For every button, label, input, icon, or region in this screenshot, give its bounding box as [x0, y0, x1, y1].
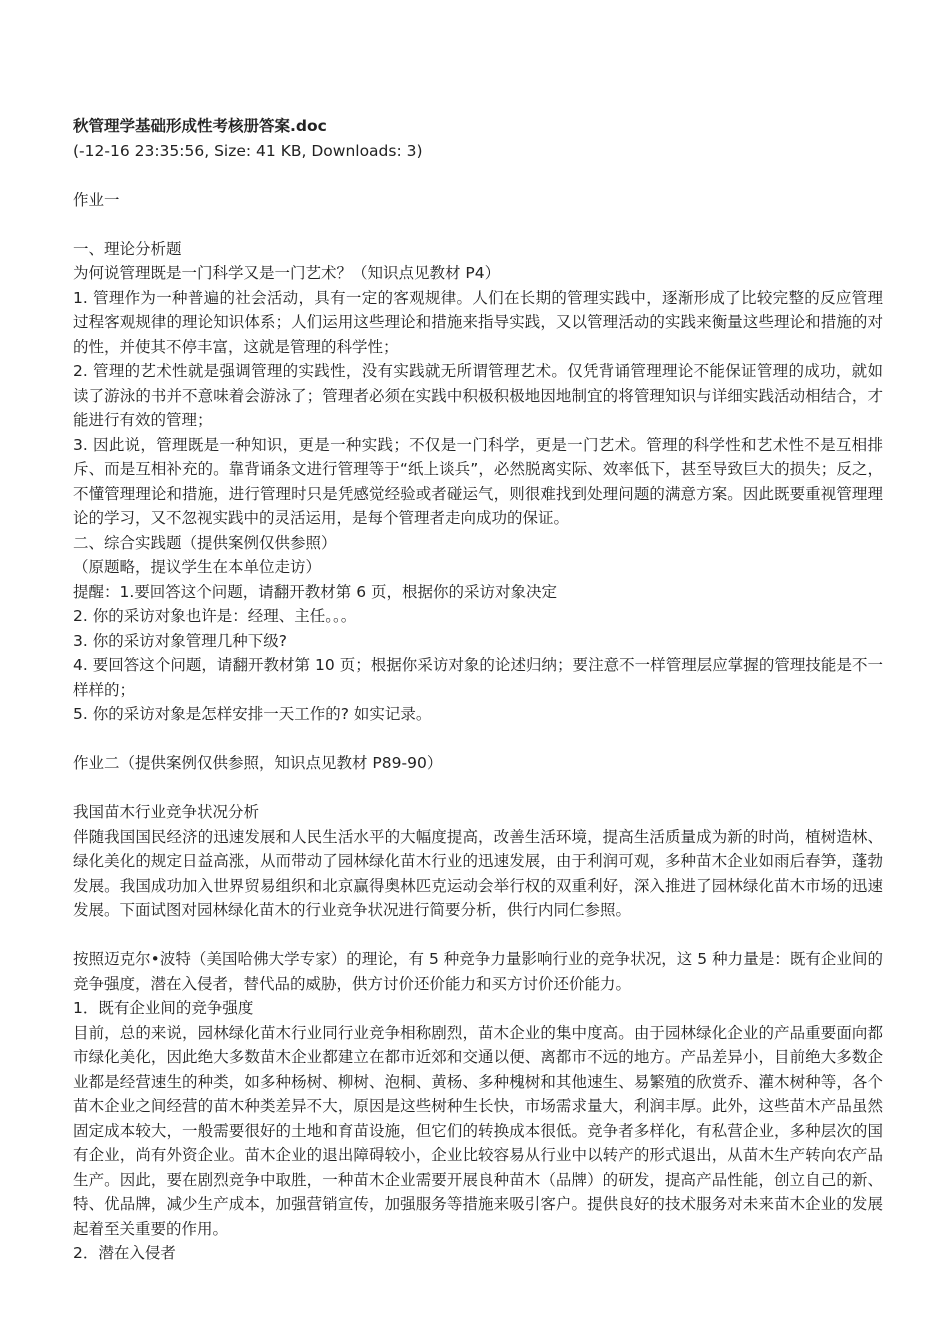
paragraph: 伴随我国国民经济的迅速发展和人民生活水平的大幅度提高，改善生活环境，提高生活质量成为新的时尚，植树造林、绿化美化的规定日益高涨，从而带动了园林绿化苗木行业的迅速发展，由于利润可观，多种苗木企业如雨后春笋，蓬勃发展。我国成功加入世界贸易组织和北京赢得奥林匹克运动会举行权的双重利好，深入推进了园林绿化苗木市场的迅速发展。下面试图对园林绿化苗木的行业竞争状况进行简要分析，供行内同仁参照。	[73, 827, 883, 919]
paragraph: 我国苗木行业竞争状况分析	[73, 803, 260, 821]
paragraph: 作业二（提供案例仅供参照，知识点见教材 P89-90）	[73, 754, 443, 772]
blank-line	[73, 923, 883, 948]
paragraph: 提醒：1.要回答这个问题，请翻开教材第 6 页，根据你的采访对象决定	[73, 582, 558, 601]
paragraph: 一、理论分析题	[73, 239, 182, 258]
blank-line	[73, 163, 883, 188]
blank-line	[73, 727, 883, 752]
paragraph: 2．潜在入侵者	[73, 1244, 176, 1262]
paragraph: 3. 因此说，管理既是一种知识，更是一种实践；不仅是一门科学，更是一门艺术。管理的科学性和艺术性不是互相排斥、而是互相补充的。靠背诵条文进行管理等于“纸上谈兵”，必然脱离实际、效率低下，甚至导致巨大的损失；反之，不懂管理理论和措施，进行管理时只是凭感觉经验或者碰运气，则很难找到处理问题的满意方案。因此既要重视管理理论的学习，又不忽视实践中的灵活运用，是每个管理者走向成功的保证。	[73, 435, 883, 527]
paragraph: 1．既有企业间的竞争强度	[73, 999, 254, 1017]
paragraph: 2. 你的采访对象也许是：经理、主任。。。	[73, 607, 357, 625]
document-meta: (-12-16 23:35:56, Size: 41 KB, Downloads: 3)	[73, 142, 423, 160]
paragraph: （原题略，提议学生在本单位走访）	[73, 558, 322, 576]
paragraph: 1. 管理作为一种普遍的社会活动，具有一定的客观规律。人们在长期的管理实践中，逐渐形成了比较完整的反应管理过程客观规律的理论知识体系；人们运用这些理论和措施来指导实践，又以管理活动的实践来衡量这些理论和措施的对的性，并使其不停丰富，这就是管理的科学性；	[73, 288, 883, 356]
blank-line	[73, 776, 883, 801]
document-body	[73, 163, 883, 1266]
paragraph: 5. 你的采访对象是怎样安排一天工作的? 如实记录。	[73, 705, 432, 723]
paragraph: 作业一	[73, 190, 120, 209]
document-page	[73, 113, 883, 1266]
paragraph: 按照迈克尔•波特（美国哈佛大学专家）的理论，有 5 种竞争力量影响行业的竞争状况，这 5 种力量是：既有企业间的竞争强度，潜在入侵者，替代品的威胁，供方讨价还价能力和买方讨价还价能力。	[73, 950, 883, 993]
paragraph: 3. 你的采访对象管理几种下级?	[73, 631, 287, 650]
paragraph: 为何说管理既是一门科学又是一门艺术？（知识点见教材 P4）	[73, 264, 501, 282]
blank-line	[73, 212, 883, 237]
paragraph: 2. 管理的艺术性就是强调管理的实践性，没有实践就无所谓管理艺术。仅凭背诵管理理论不能保证管理的成功，就如读了游泳的书并不意味着会游泳了；管理者必须在实践中积极积极地因地制宜的将管理知识与详细实践活动相结合，才能进行有效的管理；	[73, 362, 883, 429]
paragraph: 4. 要回答这个问题，请翻开教材第 10 页；根据你采访对象的论述归纳；要注意不一样管理层应掌握的管理技能是不一样样的；	[73, 656, 883, 699]
document-title: 秋管理学基础形成性考核册答案.doc	[73, 117, 327, 135]
paragraph: 二、综合实践题（提供案例仅供参照）	[73, 533, 337, 552]
paragraph: 目前，总的来说，园林绿化苗木行业同行业竞争相称剧烈，苗木企业的集中度高。由于园林绿化企业的产品重要面向都市绿化美化，因此绝大多数苗木企业都建立在都市近郊和交通以便、离都市不远的地方。产品差异小，目前绝大多数企业都是经营速生的种类，如多种杨树、柳树、泡桐、黄杨、多种槐树和其他速生、易繁殖的欣赏乔、灌木树种等，各个苗木企业之间经营的苗木种类差异不大，原因是这些树种生长快，市场需求量大，利润丰厚。此外，这些苗木产品虽然固定成本较大，一般需要很好的土地和育苗设施，但它们的转换成本很低。竞争者多样化，有私营企业，多种层次的国有企业，尚有外资企业。苗木企业的退出障碍较小，企业比较容易从行业中以转产的形式退出，从苗木生产转向农产品生产。因此，要在剧烈竞争中取胜，一种苗木企业需要开展良种苗木（品牌）的研发，提高产品性能，创立自己的新、特、优品牌，减少生产成本，加强营销宣传，加强服务等措施来吸引客户。提供良好的技术服务对未来苗木企业的发展起着至关重要的作用。	[73, 1023, 883, 1238]
